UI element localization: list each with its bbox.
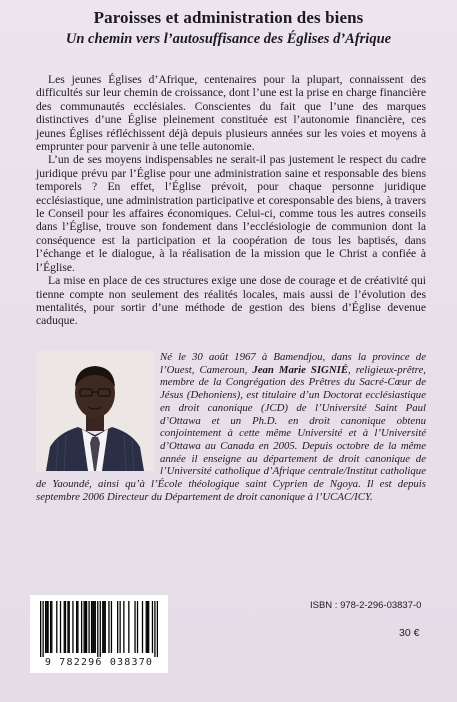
barcode-bar (42, 601, 43, 657)
author-name: Jean Marie SIGNIÉ (252, 363, 349, 376)
barcode-bar (142, 601, 143, 653)
barcode-number: 9 782296 038370 (44, 657, 154, 668)
barcode-bar (137, 601, 138, 653)
barcode-bar (100, 601, 101, 657)
barcode-bar (45, 601, 46, 653)
book-title: Paroisses et administration des biens (93, 8, 364, 27)
barcode-bar (119, 601, 120, 653)
barcode-bar (147, 601, 148, 653)
barcode-bar (105, 601, 106, 653)
barcode-icon (40, 601, 158, 657)
barcode-bar (108, 601, 109, 653)
barcode-bar (146, 601, 147, 653)
barcode-bar (81, 601, 82, 653)
bio-details: , religieux-prêtre, membre de la Congrégation des Prêtres du Sacré-Cœur de Jésus (Dehoniens), est titulaire d’un Doctorat ecclésiastique en droit canonique (JCD) de l’Université Saint Paul d’Ottawa et un Ph.D. en droit canonique obtenu conjointement à cette même Université et à l’Université d’Ottawa au Canada en 2005. Depuis octobre de la même année il enseigne au département de droit canonique de l’Université catholique d’Afrique centrale/Institut catholique de Yaoundé, ainsi qu’à l’École théologique saint Cyprien de Ngoya. Il est depuis septembre 2006 Directeur du Département de droit canonique à l’UCAC/ICY. (36, 363, 426, 503)
isbn: ISBN : 978-2-296-03837-0 (310, 600, 422, 611)
blurb-paragraph: La mise en place de ces structures exige une dose de courage et de créativité qui tienne compte non seulement des réalités locales, mais aussi de l’évolution des mentalités, pour sortir d’une méthode de gestion des biens d’Église devenue caduque. (36, 274, 426, 328)
barcode-bar (77, 601, 78, 653)
barcode-bar (64, 601, 65, 653)
book-subtitle: Un chemin vers l’autosuffisance des Églises d’Afrique (65, 31, 392, 47)
barcode-bar (117, 601, 118, 653)
barcode-bar (157, 601, 158, 657)
barcode-bar (40, 601, 41, 657)
barcode-bar (111, 601, 112, 653)
author-biography (36, 351, 426, 503)
barcode-bar (60, 601, 61, 653)
barcode-bar (65, 601, 66, 653)
barcode-bar (95, 601, 96, 653)
barcode-bar (46, 601, 47, 653)
barcode-bar (56, 601, 57, 653)
barcode-bar (91, 601, 92, 653)
barcode-bar (102, 601, 103, 653)
barcode-bar (148, 601, 149, 653)
barcode-bar (86, 601, 87, 653)
barcode-bar (83, 601, 84, 653)
barcode-bar (128, 601, 129, 653)
barcode-bar (67, 601, 68, 653)
barcode-bar (72, 601, 73, 653)
bio-intro: Né le 30 août 1967 à Bamendjou, dans la province de l’Ouest, Cameroun, (160, 351, 426, 376)
barcode-bar (152, 601, 153, 653)
barcode (30, 595, 168, 673)
barcode-bar (47, 601, 48, 653)
barcode-bar (69, 601, 70, 653)
barcode-bar (97, 601, 98, 657)
price: 30 € (399, 627, 420, 639)
barcode-bar (154, 601, 155, 657)
barcode-bar (51, 601, 52, 653)
barcode-bar (88, 601, 89, 653)
barcode-bar (76, 601, 77, 653)
blurb (36, 73, 426, 328)
barcode-bar (50, 601, 51, 653)
barcode-bar (85, 601, 86, 653)
blurb-paragraph: Les jeunes Églises d’Afrique, centenaires pour la plupart, connaissent des difficultés sur leur chemin de croissance, dont l’une est la prise en charge financière des communautés ecclésiales. Conscientes du fait que l’une des marques distinctives d’une Église pleinement constituée est l’autonomie financière, ces jeunes Églises réfléchissent déjà depuis plusieurs années sur les voies et moyens à emprunter pour parvenir à une telle autonomie. (36, 73, 426, 154)
barcode-bar (103, 601, 104, 653)
barcode-bar (92, 601, 93, 653)
barcode-bar (123, 601, 124, 653)
blurb-paragraph: L’un de ses moyens indispensables ne serait-il pas justement le respect du cadre juridique prévu par l’Église pour une administration saine et responsable des biens temporels ? En effet, l’Église prévoit, pour chaque personne juridique ecclésiastique, une administration participative et coresponsable des biens, à travers le Conseil pour les affaires économiques. Celui-ci, comme tous les autres conseils dans l’Église, trouve son fondement dans l’ecclésiologie de communion dont la conséquence est la participation et la coopération de tous les baptisés, dans l’échange et le dialogue, à la réalisation de la mission que le Christ a confiée à l’Église. (36, 153, 426, 274)
barcode-bar (134, 601, 135, 653)
barcode-bar (93, 601, 94, 653)
